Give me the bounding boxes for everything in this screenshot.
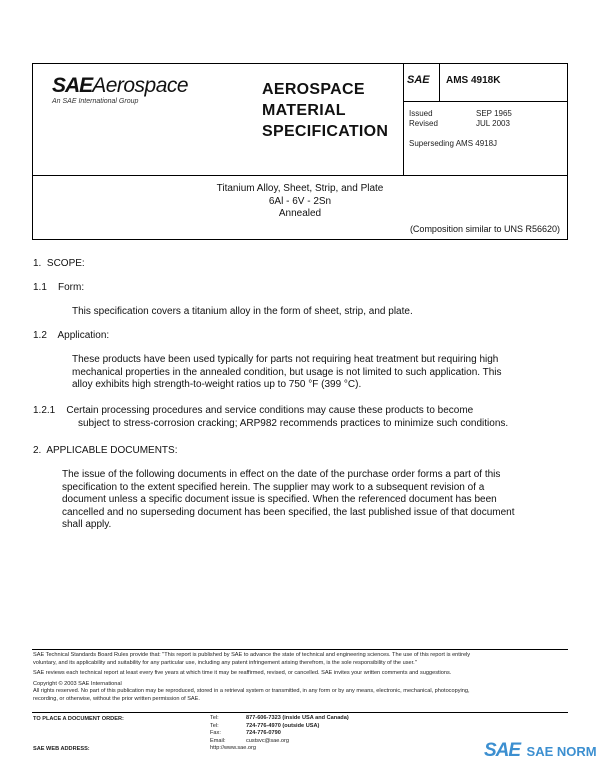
application-line-2: mechanical properties in the annealed condition, but usage is not limited to such application. This bbox=[72, 366, 502, 378]
docs-line-1: The issue of the following documents in effect on the date of the purchase order forms a part of this bbox=[62, 469, 501, 480]
order-label: TO PLACE A DOCUMENT ORDER: bbox=[33, 716, 124, 722]
logo-aerospace-text: Aerospace bbox=[92, 74, 189, 97]
section-form-text: This specification covers a titanium alloy in the form of sheet, strip, and plate. bbox=[72, 306, 413, 317]
application-line-1: These products have been used typically for parts not requiring heat treatment but requiring high bbox=[72, 354, 499, 365]
footer-notice bbox=[33, 652, 568, 703]
contact-row: Tel: 877-606-7323 (inside USA and Canada) bbox=[210, 715, 349, 721]
sae-mark: SAE bbox=[407, 74, 430, 86]
section-form-heading: 1.1 Form: bbox=[33, 282, 85, 293]
docs-line-3: document unless a specific document issue is specified. When the referenced document has been bbox=[62, 494, 497, 505]
header-mid-rule bbox=[32, 175, 568, 176]
header-bottom-rule bbox=[32, 239, 568, 240]
sae-norm-watermark-logo bbox=[484, 740, 597, 762]
docs-line-2: specification to the extent specified herein. The supplier may work to a subsequent revision of a bbox=[62, 481, 485, 493]
material-title bbox=[33, 183, 567, 221]
spec-type-title bbox=[262, 79, 388, 142]
superseding-note: Superseding AMS 4918J bbox=[409, 139, 498, 148]
notice-line-3: SAE reviews each technical report at least every five years at which time it may be reaffirmed, revised, or cancelled. SAE invites your written comments and suggestions. bbox=[33, 670, 452, 676]
material-title-line-2: 6Al - 6V - 2Sn bbox=[268, 195, 332, 207]
web-label: SAE WEB ADDRESS: bbox=[33, 746, 90, 752]
spec-box-h-rule bbox=[403, 101, 568, 102]
web-address: http://www.sae.org bbox=[210, 745, 257, 751]
notice-line-2: voluntary, and its applicability and suitability for any particular use, including any patent infringement arising therefrom, is the sole responsibility of the user." bbox=[33, 659, 417, 666]
composition-note: (Composition similar to UNS R56620) bbox=[409, 224, 560, 234]
section-scope-heading: 1. SCOPE: bbox=[33, 258, 85, 269]
docs-line-4: cancelled and no superseding document has been specified, the last published issue of that document bbox=[62, 506, 515, 518]
title-line-2: MATERIAL bbox=[262, 102, 346, 119]
contact-row: Fax: 724-776-0790 bbox=[210, 730, 281, 736]
docs-line-5: shall apply. bbox=[62, 519, 112, 530]
logo-subtitle: An SAE International Group bbox=[52, 98, 139, 105]
material-title-line-3: Annealed bbox=[278, 208, 322, 219]
sae-aerospace-logo bbox=[52, 74, 188, 98]
contact-list bbox=[210, 715, 349, 745]
spec-box-left-rule bbox=[403, 63, 404, 175]
issued-value: SEP 1965 bbox=[476, 109, 512, 118]
section-1-2-1-line-2: subject to stress-corrosion cracking; ARP982 recommends practices to minimize such conditions. bbox=[78, 418, 509, 429]
section-application-text bbox=[72, 354, 567, 392]
watermark-sae-mark: SAE bbox=[484, 740, 521, 761]
footer-top-rule bbox=[32, 649, 568, 650]
footer-order-rule bbox=[32, 712, 568, 713]
watermark-norm-text: SAE NORM bbox=[526, 744, 597, 759]
revised-value: JUL 2003 bbox=[476, 119, 510, 128]
spec-box-inner-rule bbox=[439, 63, 440, 101]
section-applicable-docs-heading: 2. APPLICABLE DOCUMENTS: bbox=[33, 445, 178, 456]
issued-label: Issued bbox=[409, 109, 433, 118]
notice-line-6: recording, or otherwise, without the prior written permission of SAE. bbox=[33, 695, 200, 702]
application-line-3: alloy exhibits high strength-to-weight ratios up to 750 °F (399 °C). bbox=[72, 379, 362, 390]
header-top-rule bbox=[32, 63, 568, 64]
revised-label: Revised bbox=[409, 119, 438, 128]
notice-line-1: SAE Technical Standards Board Rules provide that: "This report is published by SAE to advance the state of technical and engineering sciences. The use of this report is entirely bbox=[33, 652, 471, 658]
header-right-rule bbox=[567, 63, 568, 240]
section-applicable-docs-text bbox=[62, 469, 567, 532]
contact-row: Tel: 724-776-4970 (outside USA) bbox=[210, 722, 320, 729]
material-title-line-1: Titanium Alloy, Sheet, Strip, and Plate bbox=[216, 183, 384, 194]
section-application-heading: 1.2 Application: bbox=[33, 330, 110, 341]
title-line-1: AEROSPACE bbox=[262, 81, 365, 98]
title-line-3: SPECIFICATION bbox=[262, 123, 389, 140]
doc-number: AMS 4918K bbox=[446, 75, 501, 86]
notice-line-4: Copyright © 2003 SAE International bbox=[33, 680, 122, 687]
notice-line-5: All rights reserved. No part of this publication may be reproduced, stored in a retrieval system or transmitted, in any form or by any means, electronic, mechanical, photocopying, bbox=[33, 688, 470, 694]
logo-sae-text: SAE bbox=[52, 74, 93, 97]
section-1-2-1-line-1: 1.2.1 Certain processing procedures and service conditions may cause these products to become bbox=[33, 405, 474, 416]
contact-row: Email: custsvc@sae.org bbox=[210, 737, 289, 744]
